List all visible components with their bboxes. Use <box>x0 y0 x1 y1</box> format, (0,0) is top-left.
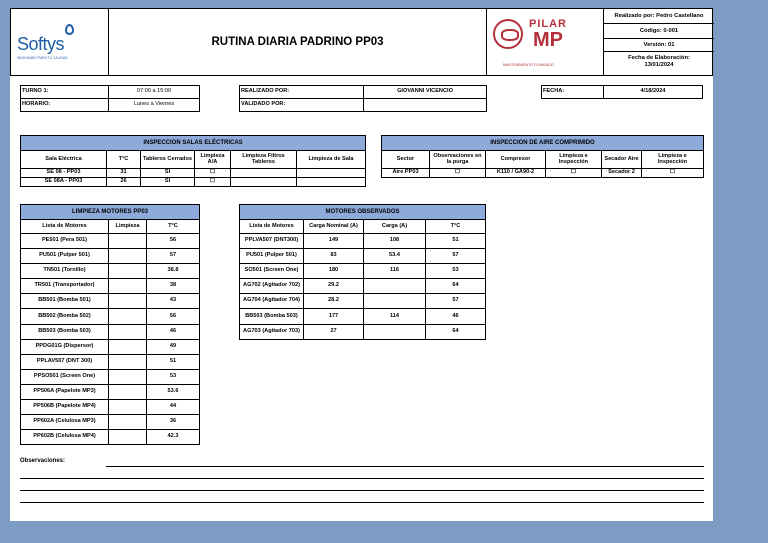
limpieza-cell <box>109 279 147 294</box>
limpieza-cell: PP506B (Papelote MP4) <box>21 400 109 415</box>
limpieza-cell: PPLAV507 (DNT 300) <box>21 354 109 369</box>
aire-header: Secador Aire <box>602 151 642 169</box>
turno-value: 07:00 a 15:00 <box>109 86 200 99</box>
observados-cell <box>364 294 426 309</box>
table-row <box>240 279 486 294</box>
limpieza-cell <box>109 415 147 430</box>
checkbox-icon[interactable]: ☐ <box>642 169 704 178</box>
limpieza-cell <box>109 249 147 264</box>
salas-cell: SI <box>141 178 195 187</box>
salas-cell <box>231 178 297 187</box>
softys-wordmark: Softys <box>17 34 65 54</box>
pilar-mp-logo <box>487 9 604 75</box>
observados-cell <box>364 279 426 294</box>
limpieza-cell: 44 <box>147 400 200 415</box>
table-row <box>21 339 200 354</box>
observados-cell: AG702 (Agitador 702) <box>240 279 304 294</box>
pilar-subtitle: MANTENIMIENTO PLANEADO <box>503 63 554 67</box>
limpieza-cell: 42.3 <box>147 430 200 445</box>
limpieza-cell <box>109 430 147 445</box>
horario-value: Lunes a Viernes <box>109 99 200 112</box>
observados-cell: 51 <box>426 234 486 249</box>
observados-cell: PPLVA507 (DNT300) <box>240 234 304 249</box>
table-row <box>21 324 200 339</box>
limpieza-cell: BB502 (Bomba 502) <box>21 309 109 324</box>
checkbox-icon[interactable]: ☐ <box>546 169 602 178</box>
version: Versión: 01 <box>604 39 714 52</box>
salas-cell: SI <box>141 169 195 178</box>
observados-cell: 116 <box>364 264 426 279</box>
limpieza-cell: PU501 (Pulper 501) <box>21 249 109 264</box>
limpieza-cell: 36 <box>147 415 200 430</box>
observados-cell: SO501 (Screen One) <box>240 264 304 279</box>
table-row <box>240 294 486 309</box>
observados-cell: 149 <box>304 234 364 249</box>
observaciones-line[interactable] <box>20 478 704 479</box>
limpieza-cell: 56 <box>147 234 200 249</box>
limpieza-cell: TN501 (Tornillo) <box>21 264 109 279</box>
salas-cell <box>231 169 297 178</box>
aire-title: INSPECCION DE AIRE COMPRIMIDO <box>382 136 704 151</box>
salas-header: T°C <box>107 151 141 169</box>
limpieza-cell: 46 <box>147 324 200 339</box>
salas-cell <box>297 178 366 187</box>
salas-cell: SE 08A - PP03 <box>21 178 107 187</box>
limpieza-header: Lista de Motores <box>21 220 109 234</box>
limpieza-header: Limpieza <box>109 220 147 234</box>
limpieza-cell: PP602B (Celulosa MP4) <box>21 430 109 445</box>
observados-cell: 57 <box>426 249 486 264</box>
table-row <box>21 264 200 279</box>
aire-header: Limpieza e Inspección <box>642 151 704 169</box>
limpieza-cell: PP506A (Papelote MP3) <box>21 384 109 399</box>
limpieza-cell <box>109 369 147 384</box>
observados-cell: 64 <box>426 324 486 339</box>
table-row <box>21 234 200 249</box>
observados-cell: 57 <box>426 294 486 309</box>
observaciones-label: Observaciones: <box>20 458 66 464</box>
observados-header: Lista de Motores <box>240 220 304 234</box>
pilar-mp: MP <box>533 29 563 51</box>
limpieza-cell: TR501 (Transportador) <box>21 279 109 294</box>
softys-tagline: INNOVANDO PARA TU CALIDAD <box>17 56 68 60</box>
table-row <box>240 309 486 324</box>
salas-header: Tableros Cerrados <box>141 151 195 169</box>
aire-header: Observaciones en la purga <box>430 151 486 169</box>
limpieza-header: T°C <box>147 220 200 234</box>
fecha-label: FECHA: <box>542 86 604 99</box>
observaciones-line[interactable] <box>20 502 704 503</box>
observaciones-line[interactable] <box>20 490 704 491</box>
observados-cell: 29.2 <box>304 279 364 294</box>
observados-cell: 64 <box>426 279 486 294</box>
aire-header: Sector <box>382 151 430 169</box>
observados-cell: 108 <box>364 234 426 249</box>
table-row <box>21 430 200 445</box>
fecha-elab-value: 13/01/2024 <box>644 61 674 68</box>
observados-cell: AG703 (Agitador 703) <box>240 324 304 339</box>
motores-observados-table <box>239 204 486 340</box>
limpieza-cell: 57 <box>147 249 200 264</box>
observados-cell: AG704 (Agitador 704) <box>240 294 304 309</box>
table-row <box>240 249 486 264</box>
aire-cell: Aire PP03 <box>382 169 430 178</box>
observados-title: MOTORES OBSERVADOS <box>240 205 486 220</box>
table-row <box>21 354 200 369</box>
validado-value <box>364 99 487 112</box>
observados-header: Carga (A) <box>364 220 426 234</box>
observados-cell: 53.4 <box>364 249 426 264</box>
realizado-value: GIOVANNI VICENCIO <box>364 86 487 99</box>
limpieza-cell <box>109 264 147 279</box>
limpieza-cell: 38 <box>147 279 200 294</box>
title-cell <box>109 9 487 75</box>
limpieza-cell: 51 <box>147 354 200 369</box>
observados-cell: 28.2 <box>304 294 364 309</box>
limpieza-cell: PP602A (Celulosa MP3) <box>21 415 109 430</box>
limpieza-cell <box>109 354 147 369</box>
table-row <box>21 369 200 384</box>
observados-cell: PU501 (Pulper 501) <box>240 249 304 264</box>
observados-cell: 114 <box>364 309 426 324</box>
salas-header: Limpieza de Sala <box>297 151 366 169</box>
checkbox-icon[interactable]: ☐ <box>195 178 231 187</box>
observados-cell: 53 <box>426 264 486 279</box>
limpieza-cell: 53 <box>147 369 200 384</box>
fecha-value: 4/18/2024 <box>604 86 703 99</box>
table-row <box>21 279 200 294</box>
limpieza-cell <box>109 294 147 309</box>
limpieza-cell: 56 <box>147 309 200 324</box>
softys-logo <box>11 9 109 75</box>
document-header <box>10 8 713 76</box>
limpieza-motores-table <box>20 204 200 445</box>
limpieza-cell: PE501 (Pera 501) <box>21 234 109 249</box>
pilar-word: PILAR <box>529 18 567 30</box>
table-row <box>21 415 200 430</box>
turno-table <box>20 85 200 112</box>
table-row <box>21 309 200 324</box>
salas-electricas-table <box>20 135 366 187</box>
salas-header: Limpieza Filtros Tableros <box>231 151 297 169</box>
observados-cell: BB503 (Bomba 503) <box>240 309 304 324</box>
document-title: RUTINA DIARIA PADRINO PP03 <box>211 36 384 48</box>
checkbox-icon[interactable]: ☐ <box>430 169 486 178</box>
softys-drop-icon <box>65 24 74 35</box>
salas-header: Sala Eléctrica <box>21 151 107 169</box>
checkbox-icon[interactable]: ☐ <box>195 169 231 178</box>
limpieza-cell <box>109 384 147 399</box>
realizado-table <box>239 85 487 112</box>
observados-rows <box>240 234 486 340</box>
limpieza-cell <box>109 339 147 354</box>
observados-cell: 180 <box>304 264 364 279</box>
limpieza-title: LIMPIEZA MOTORES PP03 <box>21 205 200 220</box>
turno-label: TURNO 1: <box>21 86 109 99</box>
salas-cell: 31 <box>107 169 141 178</box>
limpieza-cell: 43 <box>147 294 200 309</box>
routine-sheet <box>10 8 713 521</box>
limpieza-rows <box>21 234 200 445</box>
observados-cell: 177 <box>304 309 364 324</box>
aire-header: Compresor <box>486 151 546 169</box>
aire-header: Limpieza e Inspección <box>546 151 602 169</box>
pilar-gear-icon <box>493 19 523 49</box>
limpieza-cell: 53.6 <box>147 384 200 399</box>
aire-cell: K110 / GA90-2 <box>486 169 546 178</box>
realizado-label: REALIZADO POR: <box>240 86 364 99</box>
salas-cell: 26 <box>107 178 141 187</box>
table-row <box>240 264 486 279</box>
limpieza-cell <box>109 309 147 324</box>
salas-cell: SE 08 - PP03 <box>21 169 107 178</box>
table-row <box>21 384 200 399</box>
table-row <box>21 249 200 264</box>
fecha-elaboracion <box>604 52 714 76</box>
aire-comprimido-table <box>381 135 704 178</box>
table-row <box>21 400 200 415</box>
limpieza-cell <box>109 324 147 339</box>
limpieza-cell <box>109 234 147 249</box>
limpieza-cell: BB503 (Bomba 503) <box>21 324 109 339</box>
fecha-table <box>541 85 703 99</box>
table-row <box>240 234 486 249</box>
observados-header: Carga Nominal (A) <box>304 220 364 234</box>
observados-cell <box>364 324 426 339</box>
limpieza-cell: 49 <box>147 339 200 354</box>
aire-cell: Secador 2 <box>602 169 642 178</box>
limpieza-cell: 38.8 <box>147 264 200 279</box>
validado-label: VALIDADO POR: <box>240 99 364 112</box>
observados-cell: 27 <box>304 324 364 339</box>
table-row <box>21 294 200 309</box>
document-info <box>604 9 714 75</box>
salas-header: Limpieza A/A <box>195 151 231 169</box>
limpieza-cell: BB501 (Bomba 501) <box>21 294 109 309</box>
limpieza-cell <box>109 400 147 415</box>
table-row <box>240 324 486 339</box>
observados-header: T°C <box>426 220 486 234</box>
limpieza-cell: PPDG01G (Dispersor) <box>21 339 109 354</box>
limpieza-cell: PPSO501 (Screen One) <box>21 369 109 384</box>
observaciones-line[interactable] <box>106 466 704 467</box>
salas-title: INSPECCION SALAS ELÉCTRICAS <box>21 136 366 151</box>
salas-cell <box>297 169 366 178</box>
realizado-por-author: Realizado por: Pedro Castellano <box>604 9 714 24</box>
observados-cell: 83 <box>304 249 364 264</box>
observados-cell: 46 <box>426 309 486 324</box>
codigo: Código: 0-001 <box>604 24 714 39</box>
fecha-elab-label: Fecha de Elaboración: <box>628 55 690 61</box>
horario-label: HORARIO: <box>21 99 109 112</box>
